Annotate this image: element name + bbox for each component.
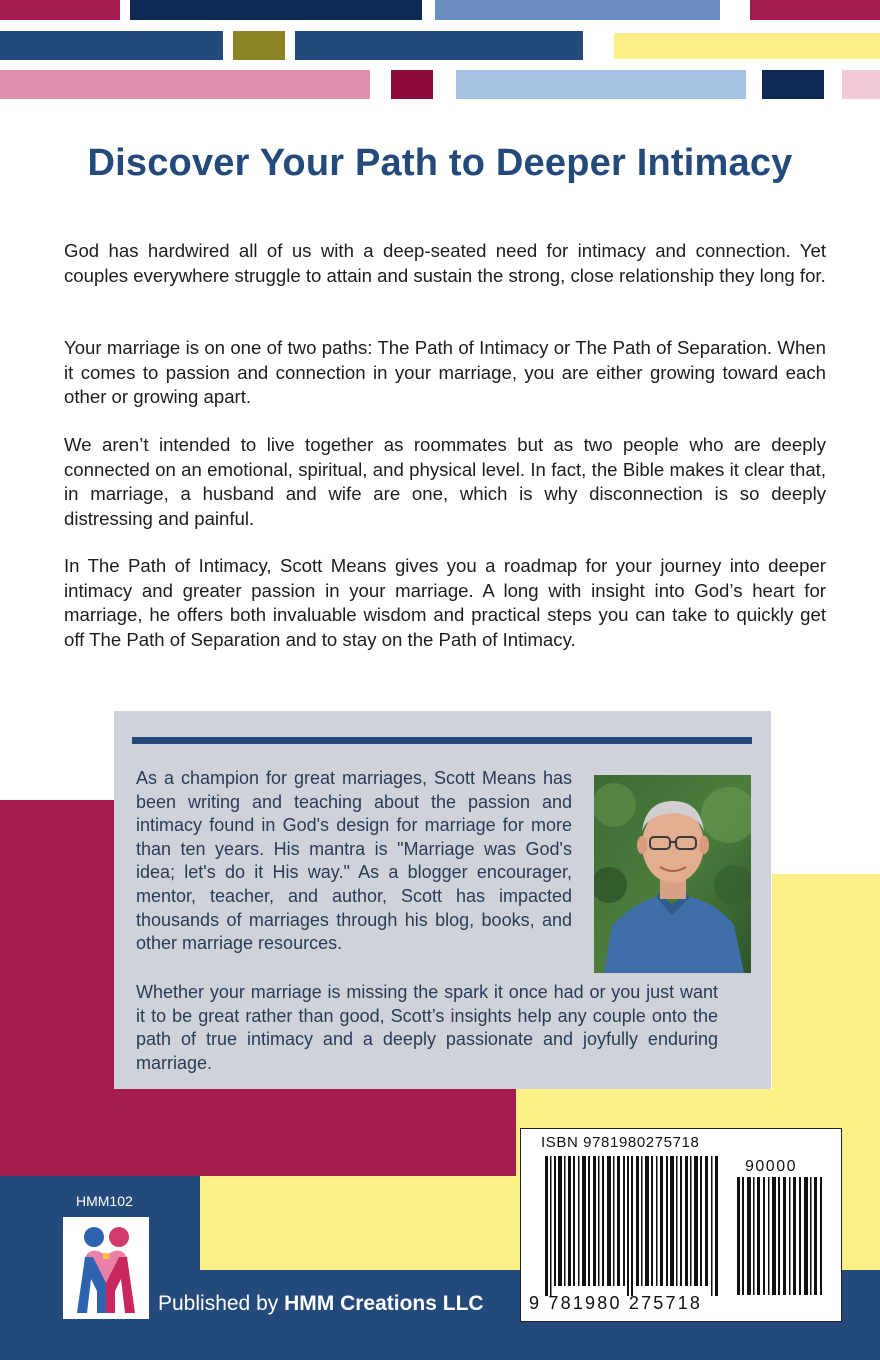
stripe (0, 70, 370, 99)
author-photo (594, 775, 751, 973)
author-bio-text: As a champion for great marriages, Scott Means has been writing and teaching about the passion and intimacy found in God's design for marriage for more than ten years. His mantra is "Marriage was God's idea; let's do it His way." As a blogger encourager, mentor, teacher, and author, Scott has impacted thousands of marriages through his blog, books, and other marriage resources. (136, 768, 572, 954)
stripe (456, 70, 746, 99)
stripe (233, 31, 285, 60)
price-code: 90000 (745, 1158, 797, 1175)
stripe (435, 0, 720, 20)
stripe (0, 31, 223, 60)
publisher-prefix: Published by (158, 1292, 279, 1315)
price-barcode-bars (737, 1177, 823, 1295)
body-paragraph: Your marriage is on one of two paths: The Path of Intimacy or The Path of Separation. When it comes to passion and connection in your marriage, you are either growing toward each other or growing apart. (64, 337, 826, 407)
stripe (0, 0, 120, 20)
barcode-digits: 9 781980 275718 (529, 1293, 703, 1313)
isbn-barcode (520, 1128, 842, 1322)
body-paragraph: In The Path of Intimacy, Scott Means gives you a roadmap for your journey into deeper intimacy and greater passion in your marriage. A long with insight into God’s heart for marriage, he offers both invaluable wisdom and practical steps you can take to quickly get off The Path of Separation and to stay on the Path of Intimacy. (64, 555, 826, 650)
stripe (842, 70, 880, 99)
barcode-bars (545, 1156, 725, 1296)
stripe (391, 70, 433, 99)
body-paragraph: God has hardwired all of us with a deep-seated need for intimacy and connection. Yet couples everywhere struggle to attain and sustain the strong, close relationship they long for. (64, 240, 826, 286)
bio-closing-text: Whether your marriage is missing the spark it once had or you just want it to be great rather than good, Scott’s insights help any couple onto the path of true intimacy and a deeply passionate and joyfully enduring marriage. (136, 982, 718, 1073)
stripe (762, 70, 824, 99)
yellow-block (200, 1176, 530, 1270)
publisher-credit (158, 1292, 484, 1316)
isbn-label: ISBN 9781980275718 (541, 1134, 700, 1151)
stripe (750, 0, 880, 20)
page-title: Discover Your Path to Deeper Intimacy (87, 142, 793, 184)
bio-divider (132, 737, 752, 744)
stripe (130, 0, 422, 20)
stripe (295, 31, 583, 60)
stripe (614, 33, 880, 59)
couple-heart-logo-icon (63, 1217, 149, 1319)
publisher-code: HMM102 (76, 1193, 133, 1209)
body-paragraph: We aren’t intended to live together as roommates but as two people who are deeply connected on an emotional, spiritual, and physical level. In fact, the Bible makes it clear that, in marriage, a husband and wife are one, which is why disconnection is so deeply distressing and painful. (64, 434, 826, 529)
publisher-name: HMM Creations LLC (284, 1292, 484, 1315)
